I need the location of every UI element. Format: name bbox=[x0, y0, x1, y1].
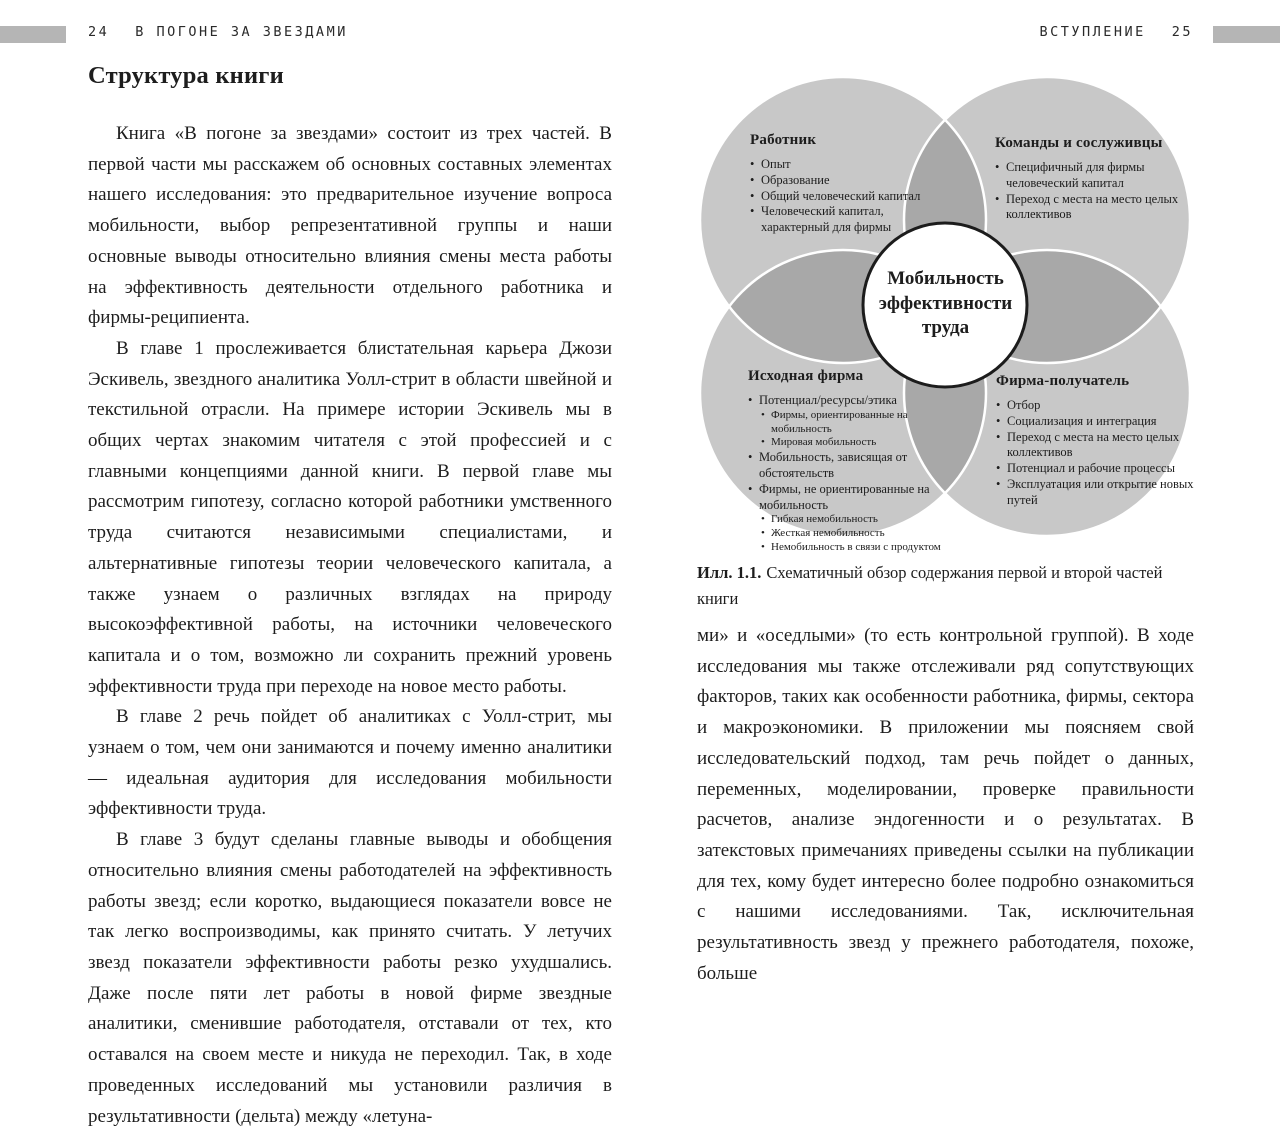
bullet-marker: • bbox=[761, 527, 765, 540]
circle-bullet-list bbox=[995, 160, 1193, 223]
figure-bullet-item bbox=[748, 450, 962, 482]
bullet-marker: • bbox=[748, 393, 753, 407]
figure-bullet-item bbox=[995, 160, 1193, 192]
circle-label-source-firm bbox=[748, 368, 962, 555]
paragraph: В главе 3 будут сделаны главные выводы и обобщения относительно влияния смены работодателей на эффективность работы звезд; если коротко, выдающиеся показатели вовсе не так легко воспроизводимы, как принято считать. У летучих звезд показатели эффективности работы резко ухудшались. Даже после пяти лет работы в новой фирме звездные аналитики, сменившие работодателя, отставали от тех, кто оставался на своем месте и никуда не переходил. Так, в ходе проведенных исследований мы установили различия в результативности (дельта) между «летуна- bbox=[88, 829, 612, 1127]
venn-center-label: Мобильность эффективности труда bbox=[878, 268, 1013, 338]
bullet-text: Фирмы, не ориентированные на мобильность bbox=[759, 481, 930, 512]
page-number-left: 24 bbox=[88, 24, 110, 40]
bullet-text: Жесткая немобильность bbox=[771, 527, 885, 540]
bullet-text: Потенциал/ресурсы/этика bbox=[759, 393, 897, 407]
bullet-text: Переход с места на место целых коллективов bbox=[1006, 191, 1179, 222]
figure-bullet-item bbox=[748, 482, 962, 514]
circle-label-recipient-firm bbox=[996, 373, 1198, 509]
bullet-marker: • bbox=[748, 481, 753, 496]
figure-bullet-item bbox=[996, 477, 1198, 509]
bullet-marker: • bbox=[996, 476, 1001, 491]
circle-title: Работник bbox=[750, 132, 817, 148]
bullet-text: Образование bbox=[761, 172, 830, 187]
paragraph: В главе 2 речь пойдет об аналитиках с Уолл-стрит, мы узнаем о том, чем они занимаются и почему именно аналитики — идеальная аудитория для исследования мобильности эффективности труда. bbox=[88, 706, 612, 820]
circle-bullet-list bbox=[996, 398, 1198, 509]
bullet-marker: • bbox=[996, 398, 1001, 412]
bullet-marker: • bbox=[750, 204, 755, 219]
bullet-text: Опыт bbox=[761, 157, 791, 171]
circle-label-teams bbox=[995, 135, 1193, 223]
paragraph: Книга «В погоне за звездами» состоит из трех частей. В первой части мы расскажем об основных составных элементах нашего исследования: это предварительное изучение вопроса мобильности, выбор репрезентативной группы и наши основные выводы относительно влияния смены места работы на эффективность деятельности отдельного работника и фирмы-реципиента. bbox=[88, 123, 612, 329]
bullet-marker: • bbox=[995, 160, 1000, 174]
bullet-text: Переход с места на место целых коллективов bbox=[1007, 429, 1180, 460]
figure-bullet-item bbox=[748, 409, 962, 437]
figure-caption bbox=[697, 560, 1199, 611]
page-number-right: 25 bbox=[1171, 24, 1193, 40]
figure-bullet-item bbox=[750, 173, 926, 189]
bullet-marker: • bbox=[750, 157, 755, 171]
running-title-left: В ПОГОНЕ ЗА ЗВЕЗДАМИ bbox=[135, 24, 348, 40]
bullet-marker: • bbox=[750, 188, 755, 203]
bullet-marker: • bbox=[761, 436, 765, 449]
figure-bullet-item bbox=[996, 414, 1198, 430]
bullet-marker: • bbox=[748, 450, 753, 465]
figure-bullet-item bbox=[996, 398, 1198, 414]
bullet-marker: • bbox=[761, 540, 765, 553]
bullet-marker: • bbox=[761, 513, 765, 526]
running-title-right: ВСТУПЛЕНИЕ bbox=[1039, 24, 1146, 40]
bullet-text: Фирмы, ориентированные на мобильность bbox=[771, 408, 908, 435]
bullet-marker: • bbox=[750, 172, 755, 187]
circle-bullet-list bbox=[748, 393, 962, 555]
left-page-text-column bbox=[88, 62, 612, 1132]
bullet-text: Специфичный для фирмы человеческий капитал bbox=[1006, 160, 1145, 190]
circle-bullet-list bbox=[750, 157, 926, 236]
circle-title: Фирма-получатель bbox=[996, 373, 1130, 389]
paragraph: ми» и «оседлыми» (то есть контрольной группой). В ходе исследования мы также отслеживали ряд сопутствующих факторов, таких как особенности работника, фирмы, сектора и макроэкономики. В приложении мы поясняем свой исследовательский подход, там речь пойдет о данных, переменных, моделировании, проверке правильности расчетов, анализе эндогенности и о результатах. В затекстовых примечаниях приведены ссылки на публикации для тех, кому будет интересно более подробно ознакомиться с нашими исследованиями. Так, исключительная результативность звезд у прежнего работодателя, похоже, больше bbox=[697, 625, 1194, 984]
figure-bullet-item bbox=[996, 461, 1198, 477]
figure-caption-text: Схематичный обзор содержания первой и второй частей книги bbox=[697, 563, 1163, 608]
section-title: Структура книги bbox=[88, 62, 284, 89]
paragraph: В главе 1 прослеживается блистательная карьера Джози Эскивель, звездного аналитика Уолл-стрит в области швейной и текстильной отрасли. На примере истории Эскивель мы в общих чертах знакомим читателя с этой профессией и с главными концепциями данной книги. В первой главе мы рассмотрим гипотезу, согласно которой работники умственного труда считаются независимыми специалистами, и альтернативные гипотезы теории человеческого капитала, а также узнаем о различных взглядах на природу высокоэффективной работы, на источники человеческого капитала и о том, возможно ли сохранить прежний уровень эффективности труда при переходе на новое место работы. bbox=[88, 337, 612, 697]
corner-bar-right bbox=[1213, 26, 1280, 43]
bullet-marker: • bbox=[996, 429, 1001, 444]
bullet-text: Общий человеческий капитал bbox=[761, 188, 921, 203]
right-page-text-column bbox=[697, 621, 1194, 989]
figure-bullet-item bbox=[748, 513, 962, 527]
figure-bullet-item bbox=[996, 430, 1198, 462]
figure-bullet-item bbox=[748, 436, 962, 450]
running-head-right bbox=[0, 24, 1193, 40]
figure-bullet-item bbox=[750, 189, 926, 205]
circle-title: Команды и сослуживцы bbox=[995, 135, 1163, 151]
bullet-text: Гибкая немобильность bbox=[771, 513, 878, 526]
figure-bullet-item bbox=[750, 157, 926, 173]
bullet-text: Эксплуатация или открытие новых путей bbox=[1007, 476, 1194, 507]
bullet-marker: • bbox=[761, 408, 765, 421]
figure-bullet-item bbox=[748, 393, 962, 409]
bullet-marker: • bbox=[995, 191, 1000, 206]
bullet-text: Отбор bbox=[1007, 398, 1041, 412]
bullet-marker: • bbox=[996, 461, 1001, 476]
circle-title: Исходная фирма bbox=[748, 368, 864, 384]
bullet-marker: • bbox=[996, 413, 1001, 428]
figure-bullet-item bbox=[750, 204, 926, 236]
bullet-text: Потенциал и рабочие процессы bbox=[1007, 461, 1175, 476]
venn-diagram-figure bbox=[700, 75, 1215, 553]
bullet-text: Социализация и интеграция bbox=[1007, 413, 1157, 428]
bullet-text: Мировая мобильность bbox=[771, 436, 877, 449]
bullet-text: Человеческий капитал, характерный для фирмы bbox=[761, 204, 892, 235]
circle-label-worker bbox=[750, 132, 926, 236]
figure-bullet-item bbox=[748, 541, 962, 555]
bullet-text: Немобильность в связи с продуктом bbox=[771, 540, 941, 553]
figure-caption-label: Илл. 1.1. bbox=[697, 563, 762, 582]
bullet-text: Мобильность, зависящая от обстоятельств bbox=[759, 450, 908, 480]
figure-bullet-item bbox=[748, 527, 962, 541]
figure-bullet-item bbox=[995, 192, 1193, 224]
